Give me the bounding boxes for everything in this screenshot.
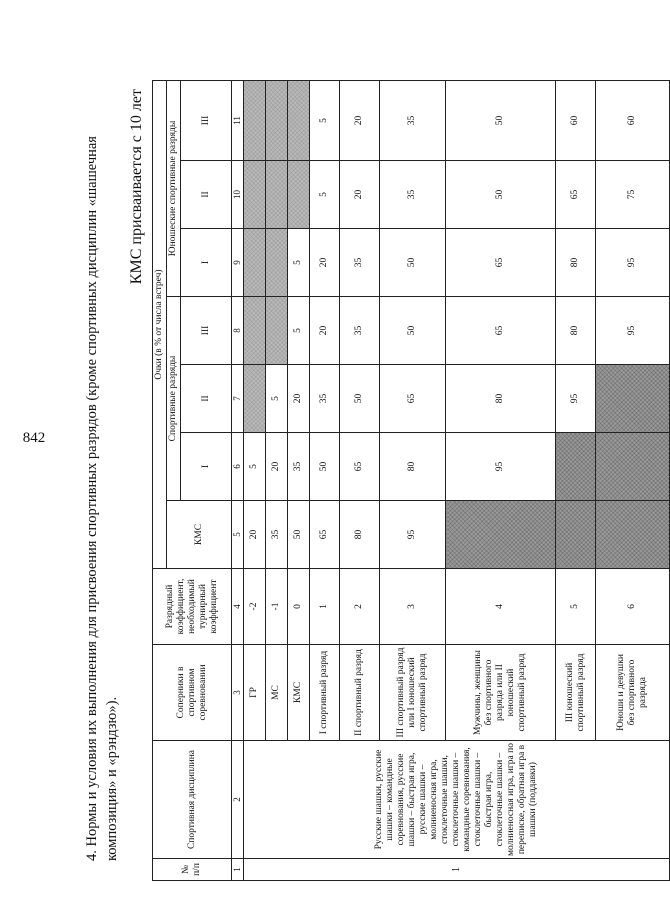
page-number: 842 — [22, 430, 46, 446]
header-sport-ranks: Спортивные разряды — [167, 297, 181, 501]
header-junior-3: III — [181, 80, 232, 160]
opponent-cell: ГР — [244, 645, 266, 741]
points-cell-j1: 95 — [596, 229, 670, 297]
points-cell-r1: 65 — [340, 433, 380, 501]
points-cell-r2: 20 — [288, 365, 310, 433]
header-rank-2: II — [181, 365, 232, 433]
opponent-cell: III спортивный разряд или I юношеский спортивный разряд — [380, 645, 446, 741]
column-number-row — [232, 80, 244, 880]
col-number: 3 — [232, 645, 244, 741]
col-number: 11 — [232, 80, 244, 160]
coefficient-cell: 0 — [288, 569, 310, 645]
points-cell-r3: 65 — [446, 297, 556, 365]
points-cell-r3: 80 — [556, 297, 596, 365]
col-number: 8 — [232, 297, 244, 365]
col-number: 10 — [232, 161, 244, 229]
points-cell-kms: 50 — [288, 501, 310, 569]
points-cell-j3 — [288, 80, 310, 160]
col-number: 6 — [232, 433, 244, 501]
points-cell-r1: 50 — [310, 433, 340, 501]
points-cell-j2: 65 — [556, 161, 596, 229]
points-cell-r3: 20 — [310, 297, 340, 365]
points-cell-r1: 35 — [288, 433, 310, 501]
points-cell-r2: 5 — [266, 365, 288, 433]
points-cell-j2: 50 — [446, 161, 556, 229]
points-cell-r2 — [244, 365, 266, 433]
section-heading — [82, 101, 122, 861]
points-cell-kms: 95 — [380, 501, 446, 569]
points-cell-j1 — [266, 229, 288, 297]
points-cell-j1: 65 — [446, 229, 556, 297]
heading-line-1: 4. Нормы и условия их выполнения для присвоения спортивных разрядов (кроме спортивных дисциплин «шашечная — [84, 136, 100, 861]
points-cell-j2: 20 — [340, 161, 380, 229]
points-cell-j1: 50 — [380, 229, 446, 297]
points-cell-r1: 80 — [380, 433, 446, 501]
col-number: 1 — [232, 859, 244, 881]
points-cell-j1 — [244, 229, 266, 297]
points-cell-r1: 95 — [446, 433, 556, 501]
points-cell-j3: 35 — [380, 80, 446, 160]
points-cell-r1: 20 — [266, 433, 288, 501]
header-kms: КМС — [167, 501, 232, 569]
points-cell-r3: 5 — [288, 297, 310, 365]
discipline-cell: Русские шашки, русские шашки – командные соревнования, русские шашки – быстрая игра, русские шашки – молниеносная игра, стоклеточные шашки, стоклеточные шашки – командные соревнования, стоклеточные шашки – быстрая игра, стоклеточные шашки – молниеносная игра, игра по переписке, обратная игра в шашки (поддавки) — [244, 741, 670, 859]
points-cell-r2 — [596, 365, 670, 433]
col-number: 2 — [232, 741, 244, 859]
opponent-cell: III юношеский спортивный разряд — [556, 645, 596, 741]
opponent-cell: МС — [266, 645, 288, 741]
points-cell-r1 — [596, 433, 670, 501]
points-cell-j2 — [244, 161, 266, 229]
points-cell-r2: 50 — [340, 365, 380, 433]
row-number: 1 — [244, 859, 670, 881]
header-junior-ranks: Юношеские спортивные разряды — [167, 80, 181, 296]
coefficient-cell: 3 — [380, 569, 446, 645]
col-number: 5 — [232, 501, 244, 569]
opponent-cell: II спортивный разряд — [340, 645, 380, 741]
points-cell-r2: 80 — [446, 365, 556, 433]
points-cell-j3 — [244, 80, 266, 160]
points-cell-kms: 80 — [340, 501, 380, 569]
header-coefficient: Разрядный коэффициент, необходимый турнирный коэффициент — [153, 569, 232, 645]
points-cell-j1: 20 — [310, 229, 340, 297]
points-cell-r3 — [266, 297, 288, 365]
points-cell-r2: 65 — [380, 365, 446, 433]
points-cell-j3: 50 — [446, 80, 556, 160]
points-cell-j2: 5 — [310, 161, 340, 229]
heading-line-2: композиция» и «рэндзю»). — [104, 696, 120, 861]
points-cell-j1: 35 — [340, 229, 380, 297]
col-number: 9 — [232, 229, 244, 297]
header-discipline: Спортивная дисциплина — [153, 741, 232, 859]
points-cell-r3: 50 — [380, 297, 446, 365]
header-junior-1: I — [181, 229, 232, 297]
coefficient-cell: 1 — [310, 569, 340, 645]
table-row — [244, 80, 266, 880]
points-cell-kms: 20 — [244, 501, 266, 569]
points-cell-kms — [446, 501, 556, 569]
header-points: Очки (в % от числа встреч) — [153, 80, 167, 568]
opponent-cell: Мужчины, женщины без спортивного разряда или II юношеский спортивный разряд — [446, 645, 556, 741]
header-junior-2: II — [181, 161, 232, 229]
points-cell-j2: 35 — [380, 161, 446, 229]
coefficient-cell: -1 — [266, 569, 288, 645]
points-cell-r3: 35 — [340, 297, 380, 365]
header-num: № п/п — [153, 859, 232, 881]
norms-table — [152, 80, 670, 881]
points-cell-j3: 60 — [596, 80, 670, 160]
col-number: 4 — [232, 569, 244, 645]
points-cell-j2: 75 — [596, 161, 670, 229]
points-cell-j3: 5 — [310, 80, 340, 160]
points-cell-kms: 35 — [266, 501, 288, 569]
coefficient-cell: -2 — [244, 569, 266, 645]
points-cell-kms — [596, 501, 670, 569]
opponent-cell: КМС — [288, 645, 310, 741]
points-cell-r2: 35 — [310, 365, 340, 433]
points-cell-j2 — [266, 161, 288, 229]
rotated-page-content — [76, 81, 648, 881]
points-cell-j3 — [266, 80, 288, 160]
points-cell-kms — [556, 501, 596, 569]
header-opponents: Соперники в спортивном соревновании — [153, 645, 232, 741]
points-cell-kms: 65 — [310, 501, 340, 569]
points-cell-r3 — [244, 297, 266, 365]
points-cell-r2: 95 — [556, 365, 596, 433]
points-cell-r3: 95 — [596, 297, 670, 365]
coefficient-cell: 5 — [556, 569, 596, 645]
points-cell-j1: 5 — [288, 229, 310, 297]
col-number: 7 — [232, 365, 244, 433]
coefficient-cell: 6 — [596, 569, 670, 645]
points-cell-j1: 80 — [556, 229, 596, 297]
points-cell-j3: 20 — [340, 80, 380, 160]
opponent-cell: Юноши и девушки без спортивного разряда — [596, 645, 670, 741]
points-cell-r1: 5 — [244, 433, 266, 501]
coefficient-cell: 4 — [446, 569, 556, 645]
points-cell-j3: 60 — [556, 80, 596, 160]
points-cell-r1 — [556, 433, 596, 501]
coefficient-cell: 2 — [340, 569, 380, 645]
opponent-cell: I спортивный разряд — [310, 645, 340, 741]
header-rank-1: I — [181, 433, 232, 501]
header-rank-3: III — [181, 297, 232, 365]
points-cell-j2 — [288, 161, 310, 229]
kms-note: КМС присваивается с 10 лет — [128, 89, 145, 285]
